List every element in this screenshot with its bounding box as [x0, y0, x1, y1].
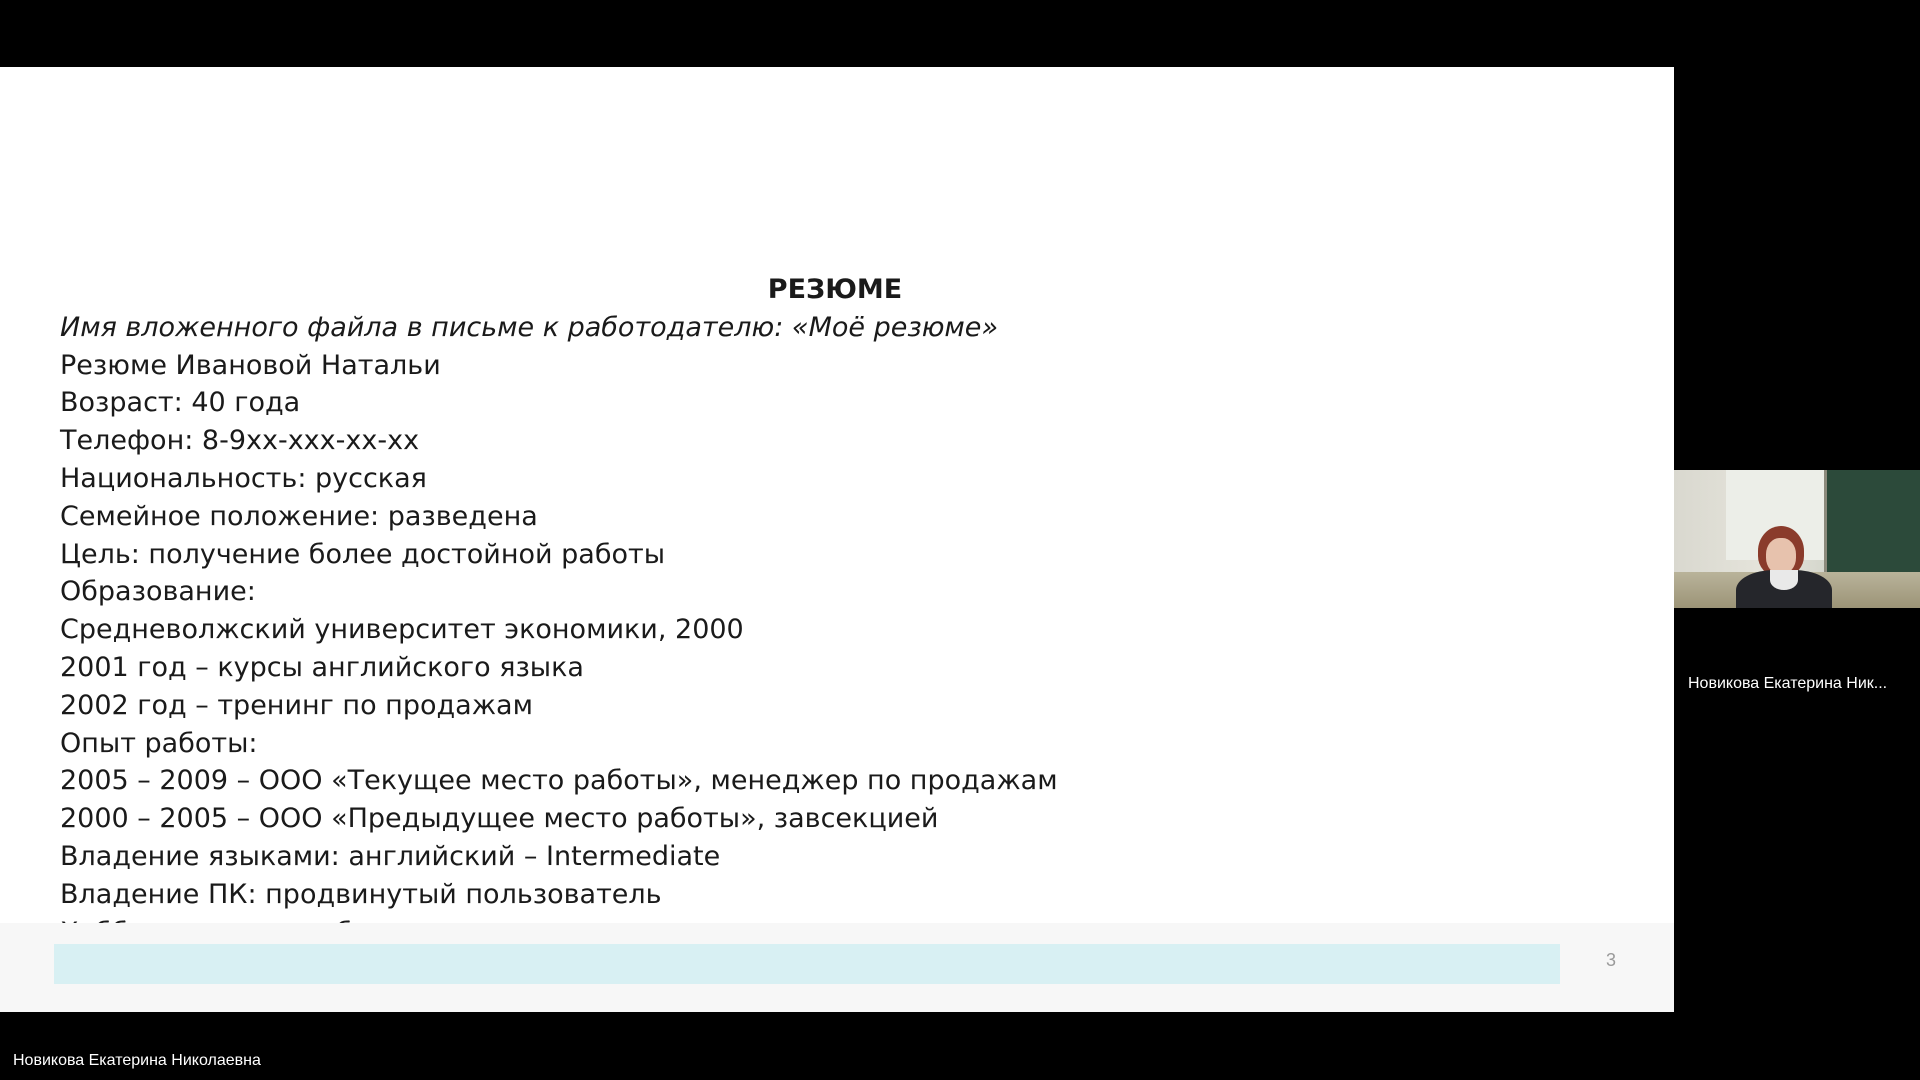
resume-line: Образование: [60, 576, 256, 608]
video-chalkboard [1824, 470, 1920, 580]
slide-subtitle: Имя вложенного файла в письме к работодателю: «Моё резюме» [60, 311, 999, 343]
resume-line: Резюме Ивановой Натальи [60, 349, 441, 381]
participant-name-label: Новикова Екатерина Ник... [1688, 675, 1888, 692]
resume-line: Семейное положение: разведена [60, 500, 538, 532]
resume-line: Национальность: русская [60, 462, 427, 494]
resume-line: 2005 – 2009 – ООО «Текущее место работы», менеджер по продажам [60, 765, 1058, 797]
slide-content [60, 271, 1620, 951]
resume-line: 2001 год – курсы английского языка [60, 651, 584, 683]
resume-line: Цель: получение более достойной работы [60, 538, 666, 570]
active-speaker-name: Новикова Екатерина Николаевна [13, 1052, 261, 1069]
resume-line: Возраст: 40 года [60, 387, 301, 419]
video-person-face [1766, 538, 1796, 574]
resume-line: Владение языками: английский – Intermediate [60, 840, 721, 872]
slide-footer [0, 923, 1674, 1012]
resume-line: Владение ПК: продвинутый пользователь [60, 878, 662, 910]
resume-line: 2002 год – тренинг по продажам [60, 689, 533, 721]
resume-line: Опыт работы: [60, 727, 258, 759]
footer-bar [54, 944, 1560, 984]
slide-title: РЕЗЮМЕ [767, 274, 903, 305]
participant-video-tile[interactable] [1674, 470, 1920, 608]
shared-slide [0, 67, 1674, 1012]
slide-page-number: 3 [1606, 950, 1617, 970]
video-person-collar [1770, 570, 1798, 590]
resume-line: Телефон: 8-9хх-ххх-хх-хх [60, 425, 420, 457]
resume-line: Средневолжский университет экономики, 2000 [60, 614, 744, 646]
resume-line: 2000 – 2005 – ООО «Предыдущее место работы», завсекцией [60, 803, 939, 835]
